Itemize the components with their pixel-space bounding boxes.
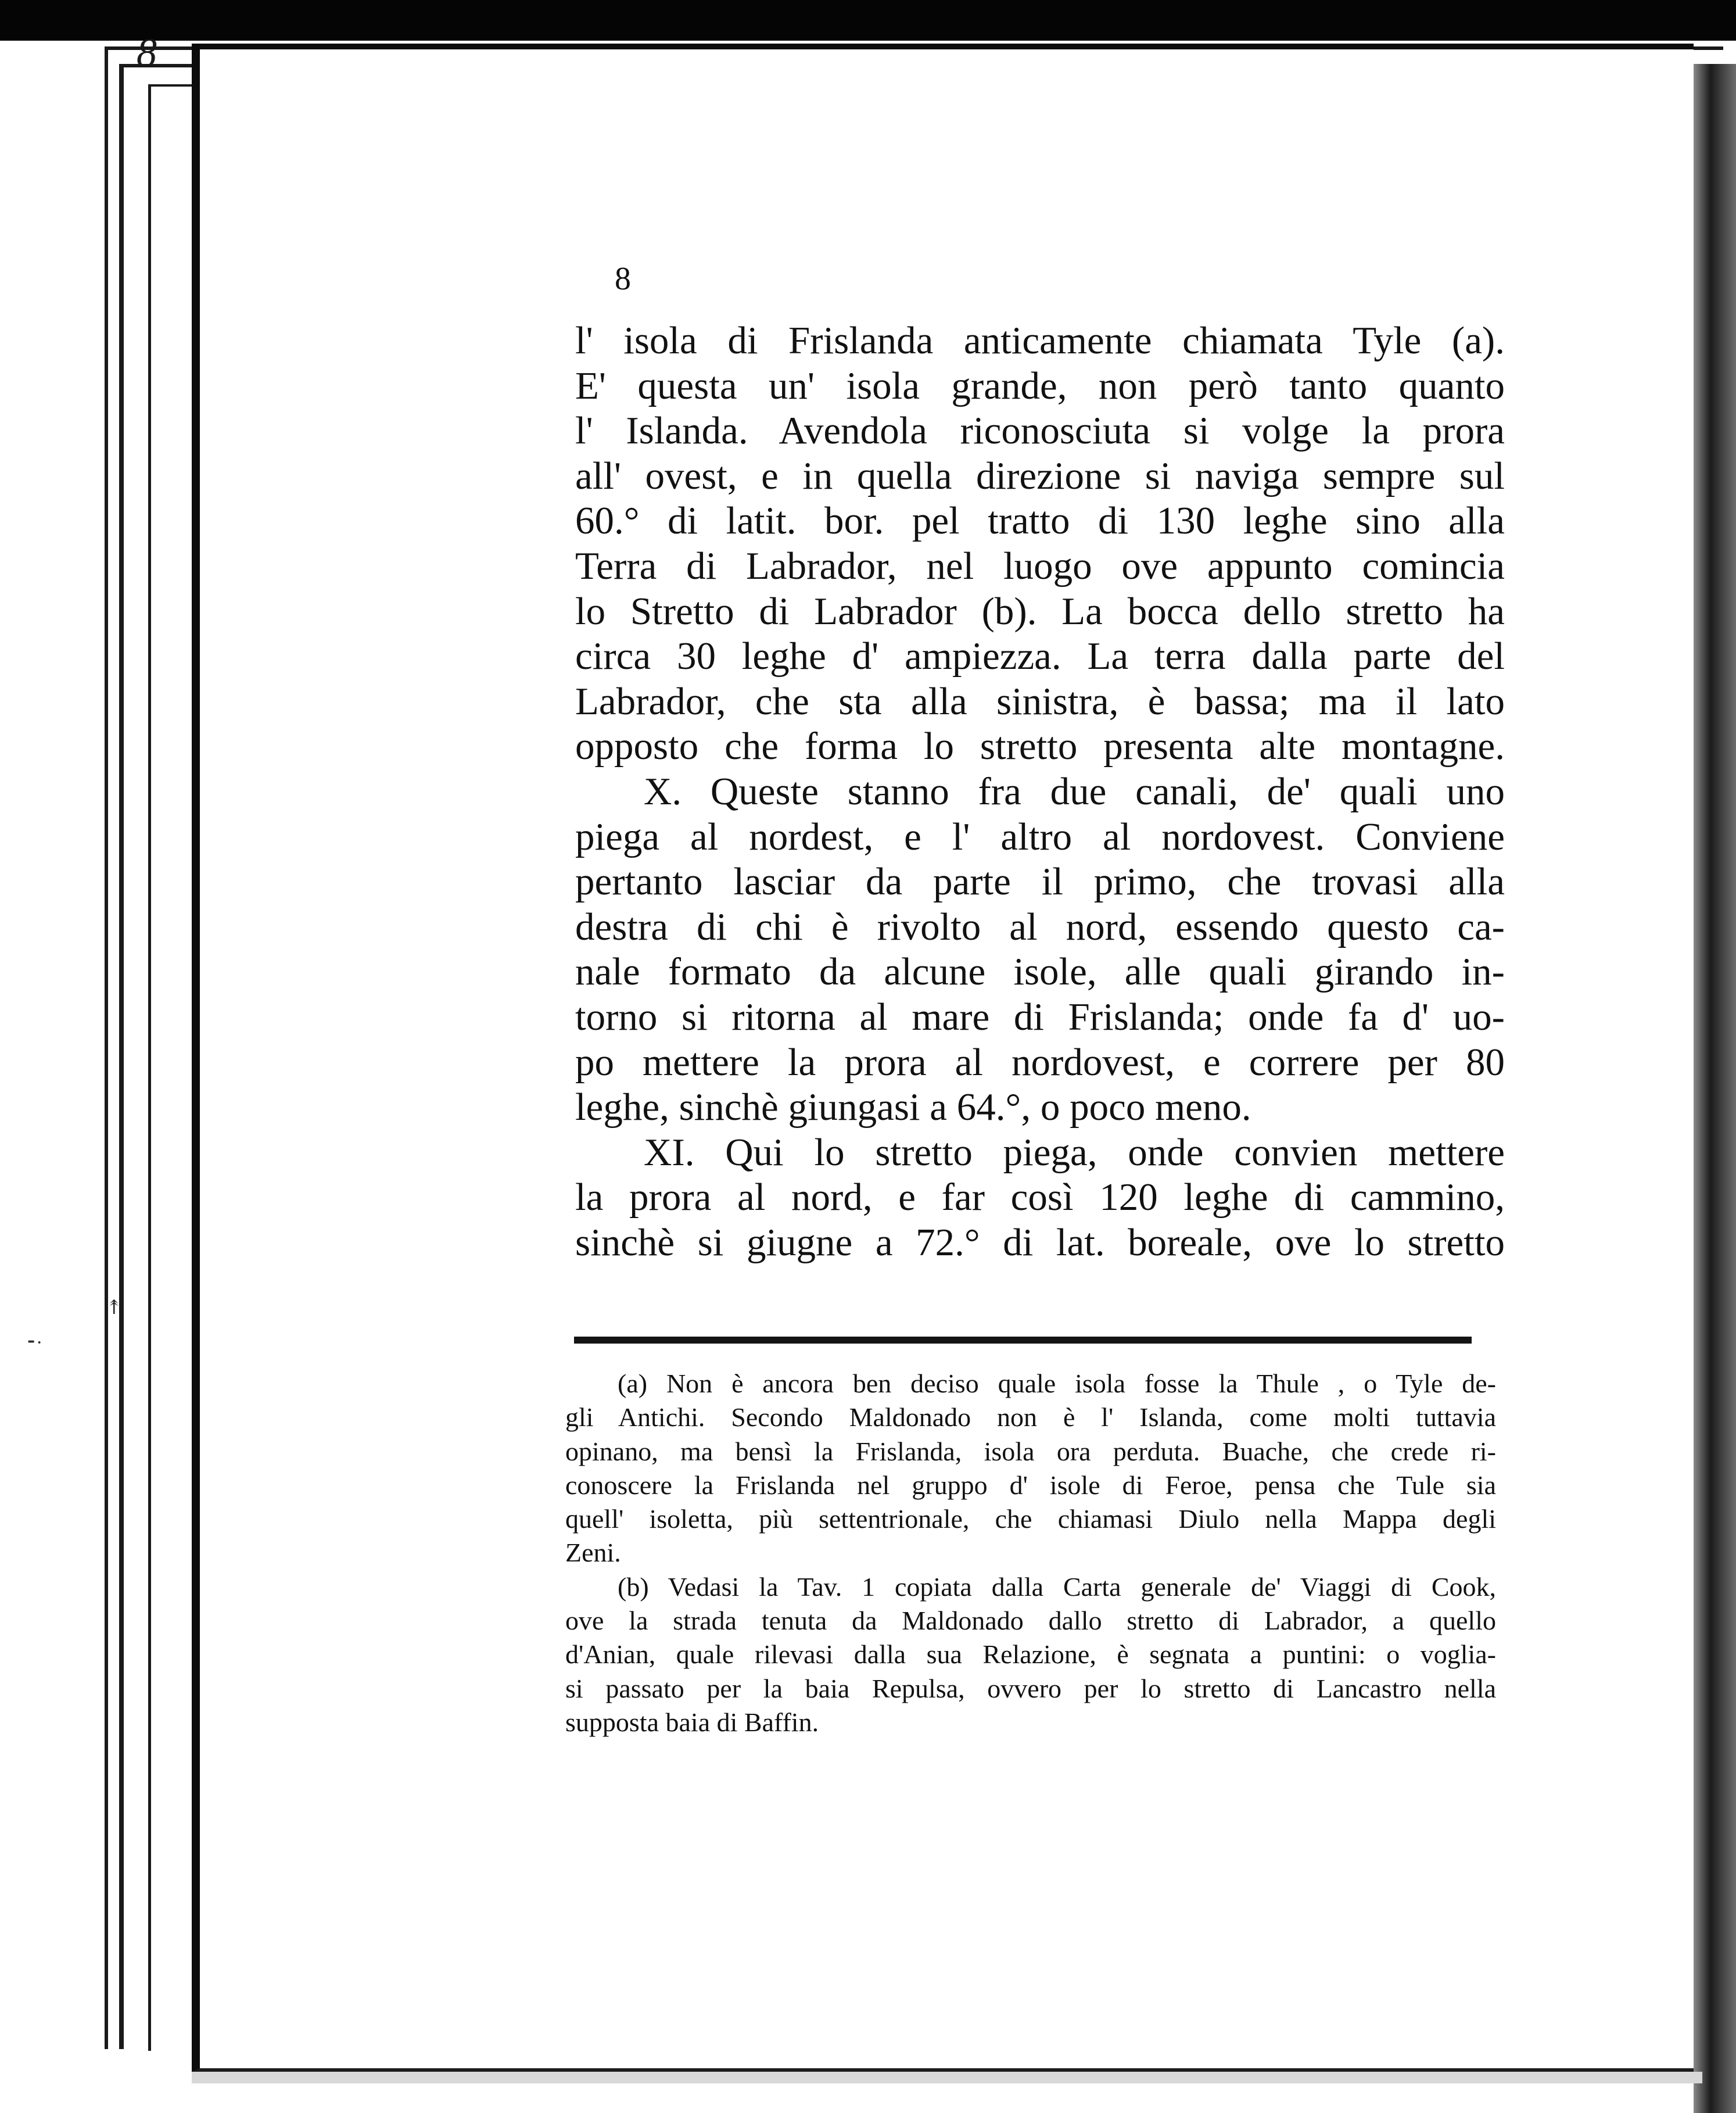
text-line: XI. Qui lo stretto piega, onde convien mettere — [644, 1130, 1505, 1174]
binding-shadow — [1694, 64, 1736, 2113]
page-number: 8 — [615, 261, 631, 297]
footnote-rule — [574, 1337, 1472, 1344]
footnotes — [565, 1367, 1496, 1739]
footnote-line: (a) Non è ancora ben deciso quale isola fosse la Thule , o Tyle de- — [618, 1369, 1496, 1398]
footnote-line: quell' isoletta, più settentrionale, che chiamasi Diulo nella Mappa degli — [565, 1504, 1496, 1534]
text-line: E' questa un' isola grande, non però tanto quanto — [575, 364, 1505, 407]
text-line: po mettere la prora al nordovest, e correre per 80 — [575, 1040, 1505, 1084]
footnote-line: (b) Vedasi la Tav. 1 copiata dalla Carta generale de' Viaggi di Cook, — [618, 1571, 1496, 1602]
margin-mark: ↟ — [106, 1297, 123, 1319]
footnote-line: ove la strada tenuta da Maldonado dallo stretto di Labrador, a quello — [565, 1606, 1496, 1636]
margin-mark: ⁃· — [26, 1332, 43, 1353]
text-line: all' ovest, e in quella direzione si naviga sempre sul — [575, 454, 1505, 497]
text-line: piega al nordest, e l' altro al nordovest. Conviene — [575, 815, 1505, 858]
footnote-line: supposta baia di Baffin. — [565, 1707, 819, 1737]
text-line: lo Stretto di Labrador (b). La bocca dello stretto ha — [575, 589, 1505, 633]
footnote-line: Zeni. — [565, 1538, 621, 1568]
page-bottom-edge — [192, 2072, 1702, 2083]
text-line: nale formato da alcune isole, alle quali girando in- — [575, 950, 1505, 994]
text-line: torno si ritorna al mare di Frislanda; onde fa d' uo- — [575, 995, 1505, 1038]
text-line: circa 30 leghe d' ampiezza. La terra dalla parte del — [575, 635, 1505, 678]
footnote-line: d'Anian, quale rilevasi dalla sua Relazione, è segnata a puntini: o voglia- — [565, 1639, 1496, 1670]
scan-margin — [0, 0, 102, 2113]
footnote-line: opinano, ma bensì la Frislanda, isola ora perduta. Buache, che crede ri- — [565, 1436, 1496, 1466]
footnote-line: conoscere la Frislanda nel gruppo d' isole di Feroe, pensa che Tule sia — [565, 1470, 1496, 1500]
scan-top-edge — [0, 0, 1736, 41]
text-line: pertanto lasciar da parte il primo, che trovasi alla — [575, 860, 1505, 904]
text-line: 60.° di latit. bor. pel tratto di 130 leghe sino alla — [575, 499, 1505, 543]
text-line: sinchè si giugne a 72.° di lat. boreale, ove lo stretto — [575, 1220, 1505, 1264]
text-line: Terra di Labrador, nel luogo ove appunto comincia — [575, 544, 1505, 588]
text-line: opposto che forma lo stretto presenta alte montagne. — [575, 725, 1505, 768]
corner-mark: 8 — [137, 31, 157, 76]
text-line: la prora al nord, e far così 120 leghe di cammino, — [575, 1176, 1505, 1219]
text-line: l' Islanda. Avendola riconosciuta si volge la prora — [575, 409, 1505, 453]
text-line: leghe, sinchè giungasi a 64.°, o poco meno. — [575, 1086, 1251, 1129]
footnote-line: gli Antichi. Secondo Maldonado non è l' Islanda, come molti tuttavia — [565, 1402, 1496, 1432]
text-line: destra di chi è rivolto al nord, essendo questo ca- — [575, 905, 1505, 948]
text-line: X. Queste stanno fra due canali, de' quali uno — [644, 769, 1505, 813]
text-line: Labrador, che sta alla sinistra, è bassa; ma il lato — [575, 679, 1505, 723]
footnote-line: si passato per la baia Repulsa, ovvero per lo stretto di Lancastro nella — [565, 1673, 1496, 1703]
text-line: l' isola di Frislanda anticamente chiamata Tyle (a). — [575, 319, 1505, 362]
main-text — [575, 318, 1505, 1265]
